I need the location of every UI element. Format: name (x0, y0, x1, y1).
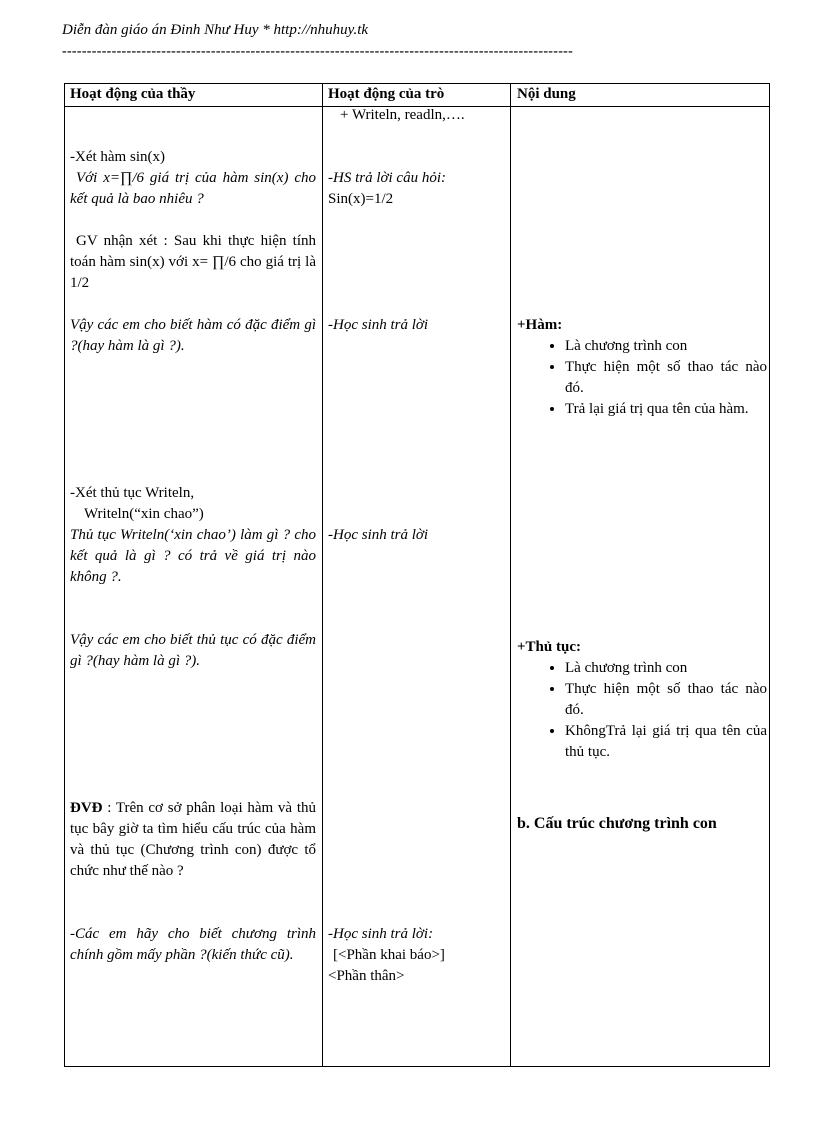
content-ham-block (517, 315, 767, 420)
teacher-question-ham: Vậy các em cho biết hàm có đặc điểm gì ?(hay hàm là gì ?). (70, 317, 316, 354)
student-answer-declaration: [<Phần khai báo>] (333, 947, 445, 963)
student-answer-ham: -Học sinh trả lời (328, 317, 429, 333)
student-answer-label: -HS trả lời câu hỏi: (328, 170, 446, 186)
header-student: Hoạt động của trò (328, 86, 445, 102)
dvd-label: ĐVĐ (70, 800, 103, 816)
list-item: • Là chương trình con (565, 336, 767, 357)
header-content: Nội dung (517, 86, 576, 102)
teacher-question-structure: -Các em hãy cho biết chương trình chính gồm mấy phần ?(kiến thức cũ). (70, 926, 316, 963)
student-answer-body: <Phần thân> (328, 968, 405, 984)
student-answer-sin: Sin(x)=1/2 (328, 191, 394, 207)
teacher-writeln-example: Writeln(“xin chao”) (84, 506, 204, 522)
content-thutuc-title: +Thủ tục: (517, 639, 581, 655)
page-header-title: Diễn đàn giáo án Đinh Như Huy * http://nhuhuy.tk (62, 22, 369, 38)
teacher-consider-sin: -Xét hàm sin(x) (70, 149, 165, 165)
list-item: • Thực hiện một số thao tác nào đó. (565, 679, 767, 721)
header-separator: ------------------------------------------------------------------------------------------------------- (62, 44, 574, 59)
student-answer-structure-label: -Học sinh trả lời: (328, 926, 434, 942)
content-ham-title: +Hàm: (517, 317, 563, 333)
student-writeln-readln: + Writeln, readln,…. (340, 107, 465, 123)
content-ham-list (517, 336, 767, 420)
content-section-b: b. Cấu trúc chương trình con (517, 815, 717, 832)
lesson-table (64, 83, 770, 1067)
column-divider (510, 84, 511, 1066)
list-item: • Trả lại giá trị qua tên của hàm. (565, 399, 767, 420)
content-thutuc-block (517, 637, 767, 763)
header-teacher: Hoạt động của thầy (70, 86, 196, 102)
teacher-question-writeln: Thủ tục Writeln(‘xin chao’) làm gì ? cho kết quả là gì ? có trả về giá trị nào không ?. (70, 527, 316, 585)
student-answer-writeln: -Học sinh trả lời (328, 527, 429, 543)
teacher-question-thutuc: Vậy các em cho biết thủ tục có đặc điểm gì ?(hay hàm là gì ?). (70, 632, 316, 669)
teacher-question-sin: Với x=∏/6 giá trị của hàm sin(x) cho kết quả là bao nhiêu ? (70, 170, 316, 207)
list-item: • KhôngTrả lại giá trị qua tên của thủ tục. (565, 721, 767, 763)
teacher-remark: GV nhận xét : Sau khi thực hiện tính toán hàm sin(x) với x= ∏/6 cho giá trị là 1/2 (70, 233, 316, 291)
content-thutuc-list (517, 658, 767, 763)
column-divider (322, 84, 323, 1066)
list-item: • Là chương trình con (565, 658, 767, 679)
list-item: • Thực hiện một số thao tác nào đó. (565, 357, 767, 399)
teacher-consider-writeln: -Xét thủ tục Writeln, (70, 485, 195, 501)
teacher-problem-statement (70, 798, 316, 882)
dvd-text: : Trên cơ sở phân loại hàm và thủ tục bây giờ ta tìm hiểu cấu trúc của hàm và thủ tục (Chương trình con) được tổ chức như thế nào ? (70, 800, 316, 879)
